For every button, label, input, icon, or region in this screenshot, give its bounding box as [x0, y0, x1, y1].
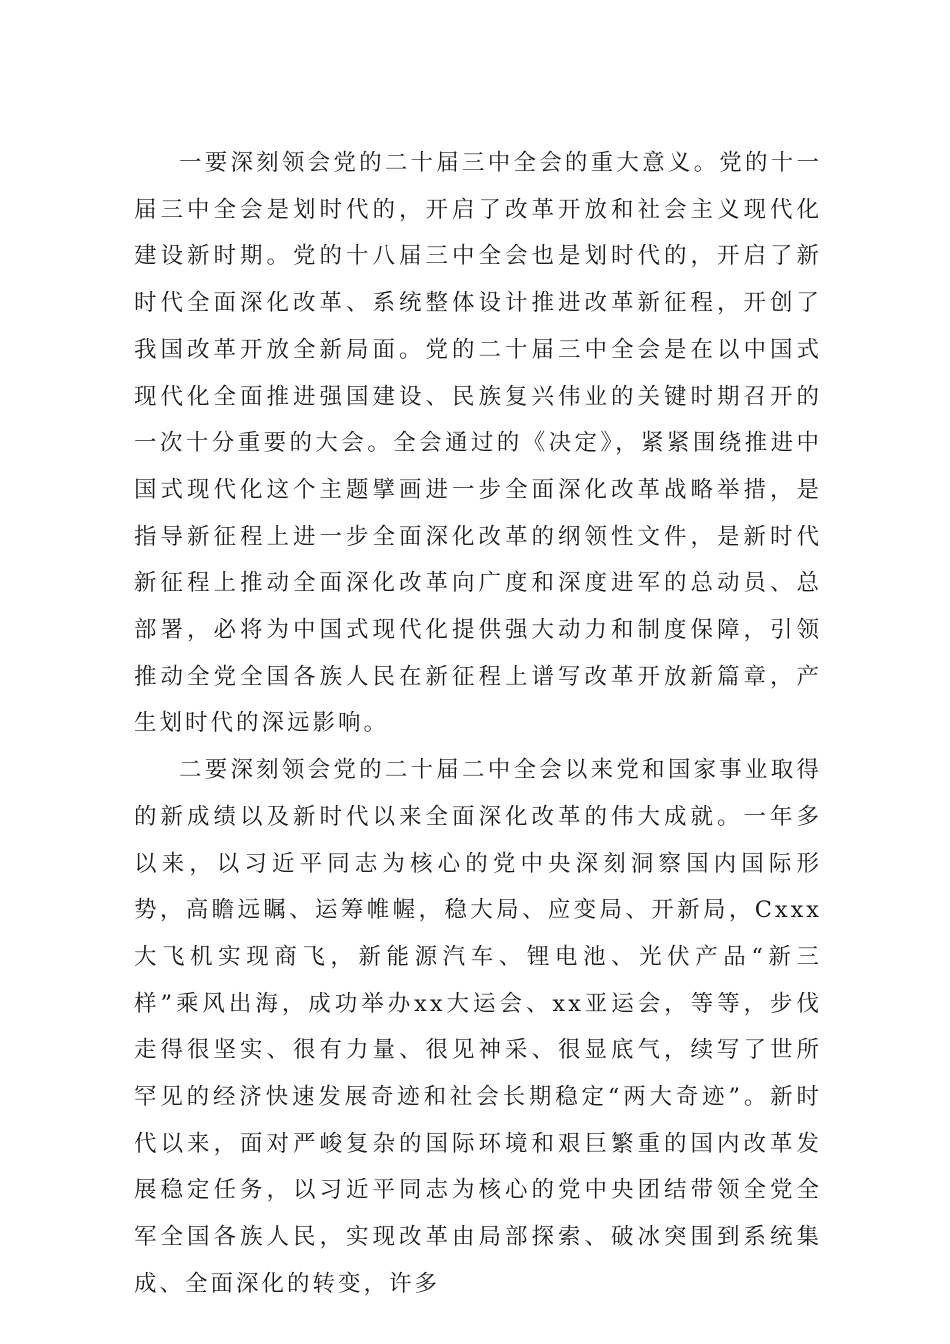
paragraph-2: 二要深刻领会党的二十届二中全会以来党和国家事业取得的新成绩以及新时代以来全面深化改革的伟大成就。一年多以来，以习近平同志为核心的党中央深刻洞察国内国际形势，高瞻远瞩、运筹帷幄，稳大局、应变局、开新局，Cxxx大飞机实现商飞，新能源汽车、锂电池、光伏产品“新三样”乘风出海，成功举办xx大运会、xx亚运会，等等，步伐走得很坚实、很有力量、很见神采、很显底气，续写了世所罕见的经济快速发展奇迹和社会长期稳定“两大奇迹”。新时代以来，面对严峻复杂的国际环境和艰巨繁重的国内改革发展稳定任务，以习近平同志为核心的党中央团结带领全党全军全国各族人民，实现改革由局部探索、破冰突围到系统集成、全面深化的转变，许多 [134, 757, 822, 1297]
document-body [134, 140, 822, 1308]
paragraph-1: 一要深刻领会党的二十届三中全会的重大意义。党的十一届三中全会是划时代的，开启了改革开放和社会主义现代化建设新时期。党的十八届三中全会也是划时代的，开启了新时代全面深化改革、系统整体设计推进改革新征程，开创了我国改革开放全新局面。党的二十届三中全会是在以中国式现代化全面推进强国建设、民族复兴伟业的关键时期召开的一次十分重要的大会。全会通过的《决定》，紧紧围绕推进中国式现代化这个主题擘画进一步全面深化改革战略举措，是指导新征程上进一步全面深化改革的纲领性文件，是新时代新征程上推动全面深化改革向广度和深度进军的总动员、总部署，必将为中国式现代化提供强大动力和制度保障，引领推动全党全国各族人民在新征程上谱写改革开放新篇章，产生划时代的深远影响。 [134, 150, 822, 737]
